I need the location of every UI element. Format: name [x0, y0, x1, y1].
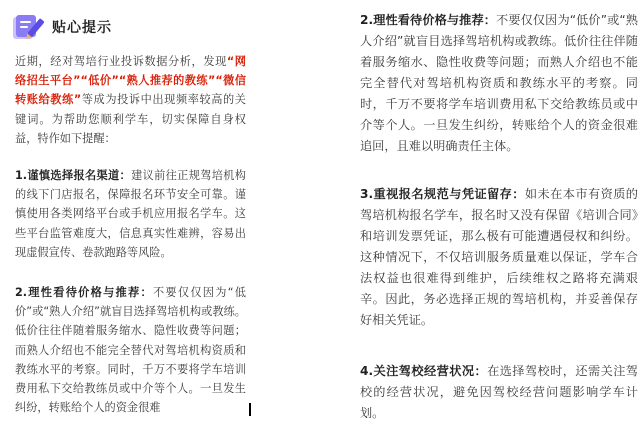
- right-item-4-body: 在选择驾校时，还需关注驾校的经营状况，避免因驾校经营问题影响学车计划。: [360, 364, 638, 420]
- right-item-4: [360, 361, 638, 424]
- left-item-1-heading: 1.谨慎选择报名渠道：: [15, 169, 132, 182]
- left-item-1-body: 建议前往正规驾培机构的线下门店报名，保障报名环节安全可靠。谨慎使用各类网络平台或手机应用报名学车。这些平台监管难度大，信息真实性难辨，容易出现虚假宣传、卷款跑路等风险。: [15, 169, 246, 259]
- right-item-4-heading: 4.关注驾校经营状况：: [360, 364, 488, 378]
- left-item-2: [15, 283, 246, 417]
- left-item-2-body: 不要仅仅因为“低价”或“熟人介绍”就盲目选择驾培机构或教练。低价往往伴随着服务缩水、隐性收费等问题；而熟人介绍也不能完全替代对驾培机构资质和教练水平的考察。同时，千万不要将学车培训费用私下交给教练员或中介等个人。一旦发生纠纷，转账给个人的资金很难: [15, 286, 246, 415]
- right-item-3: [360, 184, 638, 331]
- right-item-2-body: 不要仅仅因为“低价”或“熟人介绍”就盲目选择驾培机构或教练。低价往往伴随着服务缩水、隐性收费等问题；而熟人介绍也不能完全替代对驾培机构资质和教练水平的考察。同时，千万不要将学车培训费用私下交给教练员或中介等个人。一旦发生纠纷，转账给个人的资金很难追回，且难以明确责任主体。: [360, 13, 638, 153]
- page-title: 贴心提示: [52, 20, 112, 36]
- left-item-2-heading: 2.理性看待价格与推荐：: [15, 286, 153, 299]
- right-item-2-heading: 2.理性看待价格与推荐：: [360, 13, 497, 27]
- notepad-pencil-icon: [10, 12, 44, 42]
- intro-paragraph: [15, 52, 246, 148]
- right-item-3-body: 如未在本市有资质的驾培机构报名学车，报名时又没有保留《培训合同》和培训发票凭证，那么极有可能遭遇侵权和纠纷。这种情况下，不仅培训服务质量难以保证，学车合法权益也很难得到维护，后续维权之路将充满艰辛。因此，务必选择正规的驾培机构，并妥善保存好相关凭证。: [360, 187, 638, 327]
- intro-highlight-keywords: “网络招生平台”“低价”“熟人推荐的教练”“微信转账给教练”: [15, 55, 246, 107]
- left-item-1: [15, 166, 246, 262]
- intro-text-end: 等成为投诉中出现频率较高的关键词。为帮助您顺利学车，切实保障自身权益，特作如下提醒：: [15, 93, 246, 145]
- tip-header: [10, 12, 242, 42]
- text-cursor: [249, 403, 251, 416]
- right-item-3-heading: 3.重视报名规范与凭证留存：: [360, 187, 525, 201]
- intro-text-start: 近期，经对驾培行业投诉数据分析，发现: [15, 55, 227, 68]
- right-item-2: [360, 10, 638, 157]
